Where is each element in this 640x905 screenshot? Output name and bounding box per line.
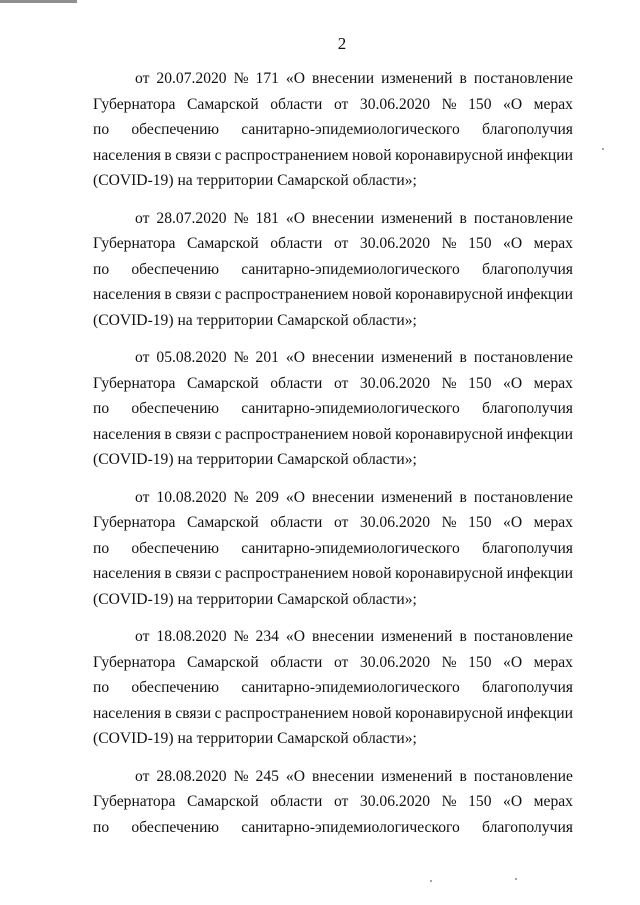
text-line [93,701,573,727]
word: коронавирусной [395,565,504,582]
word: в [164,425,172,443]
text-line [93,624,573,650]
word: в [459,628,467,645]
word: 150 [468,514,492,531]
word: от [135,628,150,645]
word: 181 [255,209,279,227]
word: санитарно-эпидемиологического [241,260,460,278]
word: в [459,209,467,227]
text-line [93,675,573,701]
word: изменений [381,628,453,645]
word: мерах [533,95,573,113]
word: коронавирусной [395,146,504,164]
word: санитарно-эпидемиологического [241,679,460,696]
word: Самарской [187,653,259,671]
text-line [93,117,573,143]
word: области [270,374,323,392]
word: (COVID-19) на территории Самарской области»; [93,730,417,747]
word: области [270,95,323,113]
text-line [93,485,573,511]
word: мерах [533,653,573,671]
word: санитарно-эпидемиологического [241,400,460,417]
word: «О [285,488,305,506]
text-line [93,371,573,397]
word: мерах [533,374,573,392]
word: постановление [473,767,573,785]
word: внесении [312,70,375,87]
paragraph [93,624,573,752]
word: 150 [468,235,492,252]
word: 30.06.2020 [359,514,431,531]
text-line [93,282,573,308]
text-line [93,143,573,169]
word: новой [352,704,392,722]
word: инфекции [506,425,573,443]
word: связи [175,565,212,582]
word: изменений [381,767,453,785]
word: от [135,70,150,87]
word: распространением [225,565,349,582]
word: 30.06.2020 [359,653,431,671]
text-line [93,206,573,232]
word: № [441,793,457,810]
paragraph [93,764,573,841]
word: Самарской [187,235,259,252]
scan-speck [430,880,432,882]
text-line [93,257,573,283]
word: по [93,400,110,417]
word: в [164,146,172,164]
word: Губернатора [93,95,176,113]
word: благополучия [482,539,573,557]
scan-speck [515,878,517,880]
word: в [459,767,467,785]
word: обеспечению [131,818,220,836]
word: связи [175,704,212,722]
word: 30.06.2020 [359,95,431,113]
word: внесении [312,209,375,227]
text-line [93,587,573,613]
word: благополучия [482,121,573,138]
word: инфекции [506,286,573,303]
word: инфекции [506,704,573,722]
text-line [93,66,573,92]
paragraph [93,206,573,334]
word: распространением [225,425,349,443]
document-body [93,66,573,852]
word: по [93,121,110,138]
word: постановление [473,70,573,87]
text-line [93,536,573,562]
word: от [135,767,150,785]
word: (COVID-19) на территории Самарской области»; [93,311,417,329]
word: в [459,349,467,366]
word: 209 [255,488,279,506]
page-number: 2 [337,34,347,53]
word: (COVID-19) на территории Самарской области»; [93,590,417,608]
word: 234 [255,628,279,645]
word: по [93,818,110,836]
word: № [233,767,249,785]
word: в [164,565,172,582]
word: № [233,70,249,87]
word: изменений [381,70,453,87]
text-line [93,345,573,371]
word: № [233,209,249,227]
word: области [270,653,323,671]
word: 10.08.2020 [156,488,227,506]
word: 201 [255,349,279,366]
word: 150 [468,653,492,671]
word: инфекции [506,146,573,164]
word: (COVID-19) на территории Самарской области»; [93,451,417,468]
word: Губернатора [93,653,176,671]
word: «О [503,653,523,671]
word: постановление [473,628,573,645]
word: населения [93,146,161,164]
word: внесении [312,488,375,506]
word: коронавирусной [395,286,504,303]
word: коронавирусной [395,704,504,722]
word: с [214,286,222,303]
word: населения [93,286,161,303]
word: Губернатора [93,514,176,531]
word: в [164,286,172,303]
word: с [214,425,222,443]
scan-speck [602,148,604,150]
word: постановление [473,209,573,227]
word: в [459,488,467,506]
word: «О [285,628,305,645]
word: населения [93,704,161,722]
word: мерах [533,793,573,810]
word: № [233,488,249,506]
word: № [233,628,249,645]
word: 30.06.2020 [359,235,431,252]
word: в [459,70,467,87]
word: изменений [381,349,453,366]
word: благополучия [482,260,573,278]
word: (COVID-19) на территории Самарской области»; [93,172,417,189]
word: от [135,349,150,366]
word: № [441,95,457,113]
word: Самарской [187,514,259,531]
word: Губернатора [93,374,176,392]
word: области [270,793,323,810]
word: 20.07.2020 [156,70,227,87]
text-line [93,561,573,587]
text-line [93,447,573,473]
text-line [93,396,573,422]
paragraph [93,66,573,194]
text-line [93,650,573,676]
word: обеспечению [131,400,220,417]
text-line [93,422,573,448]
word: распространением [225,286,349,303]
word: санитарно-эпидемиологического [241,121,460,138]
word: коронавирусной [395,425,504,443]
word: с [214,704,222,722]
word: 245 [255,767,279,785]
text-line [93,789,573,815]
word: обеспечению [131,121,220,138]
word: «О [503,95,523,113]
word: благополучия [482,679,573,696]
word: области [270,514,323,531]
word: «О [503,374,523,392]
word: постановление [473,488,573,506]
word: 28.07.2020 [156,209,227,227]
word: от [333,514,349,531]
text-line [93,510,573,536]
word: по [93,539,110,557]
word: новой [352,565,392,582]
word: № [441,235,457,252]
word: 150 [468,793,492,810]
word: мерах [533,235,573,252]
word: санитарно-эпидемиологического [241,539,460,557]
word: распространением [225,146,349,164]
word: «О [285,767,305,785]
word: постановление [473,349,573,366]
word: инфекции [506,565,573,582]
text-line [93,92,573,118]
word: мерах [533,514,573,531]
word: связи [175,146,212,164]
word: от [333,374,349,392]
word: Самарской [187,95,259,113]
word: внесении [312,349,375,366]
word: «О [285,70,305,87]
word: № [441,374,457,392]
word: населения [93,425,161,443]
word: распространением [225,704,349,722]
word: от [333,653,349,671]
word: 28.08.2020 [156,767,227,785]
word: 150 [468,374,492,392]
word: благополучия [482,818,573,836]
text-line [93,308,573,334]
text-line [93,231,573,257]
word: от [333,95,349,113]
word: «О [503,235,523,252]
word: населения [93,565,161,582]
word: с [214,146,222,164]
word: обеспечению [131,679,220,696]
word: № [233,349,249,366]
paragraph [93,345,573,473]
word: с [214,565,222,582]
word: внесении [312,628,375,645]
word: новой [352,286,392,303]
word: от [333,793,349,810]
word: связи [175,425,212,443]
word: 30.06.2020 [359,793,431,810]
word: 150 [468,95,492,113]
word: новой [352,425,392,443]
word: по [93,260,110,278]
word: Самарской [187,793,259,810]
word: № [441,514,457,531]
word: Губернатора [93,793,176,810]
text-line [93,726,573,752]
word: «О [285,349,305,366]
word: от [135,488,150,506]
word: новой [352,146,392,164]
word: благополучия [482,400,573,417]
word: от [135,209,150,227]
text-line [93,764,573,790]
word: 18.08.2020 [156,628,227,645]
word: обеспечению [131,260,220,278]
word: изменений [381,488,453,506]
word: связи [175,286,212,303]
word: области [270,235,323,252]
word: от [333,235,349,252]
word: Губернатора [93,235,176,252]
word: «О [503,793,523,810]
text-line [93,168,573,194]
word: санитарно-эпидемиологического [241,818,460,836]
word: 05.08.2020 [156,349,227,366]
word: внесении [312,767,375,785]
word: № [441,653,457,671]
word: Самарской [187,374,259,392]
word: «О [503,514,523,531]
word: 171 [255,70,279,87]
text-line [93,815,573,841]
word: изменений [381,209,453,227]
word: по [93,679,110,696]
scan-edge-mark [0,0,110,3]
word: обеспечению [131,539,220,557]
word: в [164,704,172,722]
word: 30.06.2020 [359,374,431,392]
paragraph [93,485,573,613]
word: «О [285,209,305,227]
